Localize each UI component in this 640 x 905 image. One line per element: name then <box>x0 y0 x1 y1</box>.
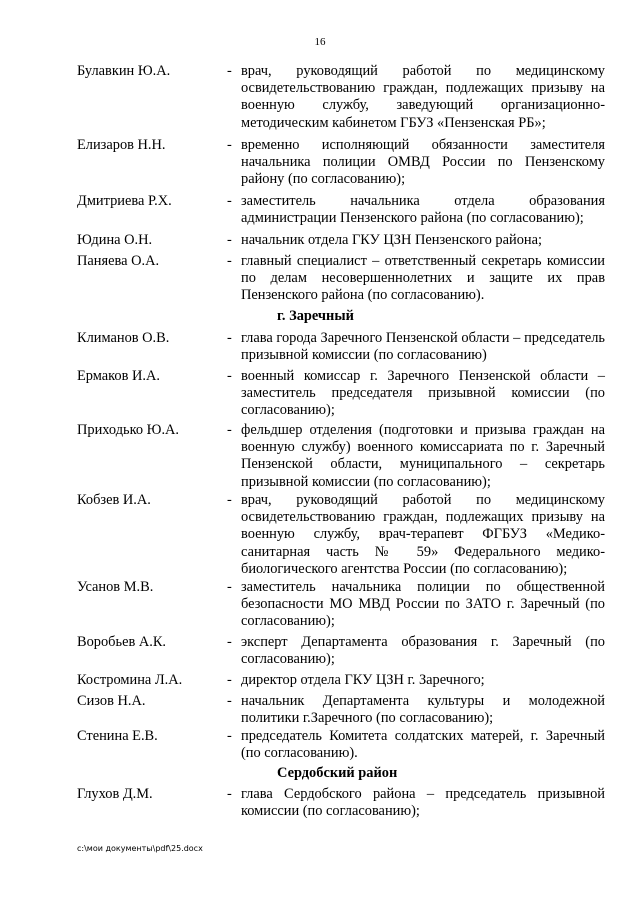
list-item <box>77 579 605 634</box>
member-name: Стенина Е.В. <box>77 728 158 744</box>
page-number: 16 <box>314 36 326 48</box>
list-item <box>77 232 597 253</box>
list-item <box>77 193 605 232</box>
dash-separator: - <box>227 422 232 438</box>
member-position: временно исполняющий обязанности заместителя начальника полиции ОМВД России по Пензенскому району (по согласованию); <box>241 137 605 188</box>
member-position: военный комиссар г. Заречного Пензенской области – заместитель председателя призывной комиссии (по согласованию); <box>241 368 605 419</box>
file-path-footer: c:\мои документы\pdf\25.docx <box>77 844 203 853</box>
member-name: Сизов Н.А. <box>77 693 146 709</box>
member-position: директор отдела ГКУ ЦЗН г. Заречного; <box>241 672 485 688</box>
list-item <box>77 368 605 422</box>
dash-separator: - <box>227 693 232 709</box>
section-heading: Сердобский район <box>277 765 398 781</box>
member-position: эксперт Департамента образования г. Заречный (по согласованию); <box>241 634 605 668</box>
list-item <box>77 693 605 728</box>
dash-separator: - <box>227 330 232 346</box>
commission-list <box>77 63 605 824</box>
list-item <box>77 137 605 193</box>
list-item <box>77 634 605 672</box>
list-item <box>77 253 605 308</box>
member-position: глава города Заречного Пензенской области – председатель призывной комиссии (по согласованию) <box>241 330 605 364</box>
member-name: Костромина Л.А. <box>77 672 183 688</box>
dash-separator: - <box>227 634 232 650</box>
member-name: Климанов О.В. <box>77 330 170 346</box>
dash-separator: - <box>227 492 232 508</box>
member-position: фельдшер отделения (подготовки и призыва граждан на военную службу) военного комиссариата по г. Заречный Пензенской области, муниципального – секретарь призывной комиссии (по согласованию); <box>241 422 605 490</box>
dash-separator: - <box>227 232 232 248</box>
list-item <box>77 728 605 765</box>
member-position: глава Сердобского района – председатель призывной комиссии (по согласованию); <box>241 786 605 820</box>
member-position: заместитель начальника отдела образования администрации Пензенского района (по согласованию); <box>241 193 605 227</box>
member-name: Воробьев А.К. <box>77 634 167 650</box>
list-item <box>77 672 597 693</box>
dash-separator: - <box>227 579 232 595</box>
list-item <box>77 422 605 492</box>
dash-separator: - <box>227 672 232 688</box>
member-name: Булавкин Ю.А. <box>77 63 171 79</box>
member-position: председатель Комитета солдатских матерей, г. Заречный (по согласованию). <box>241 728 605 762</box>
dash-separator: - <box>227 253 232 269</box>
member-name: Дмитриева Р.Х. <box>77 193 172 209</box>
member-name: Юдина О.Н. <box>77 232 153 248</box>
dash-separator: - <box>227 728 232 744</box>
member-position: врач, руководящий работой по медицинскому освидетельствованию граждан, подлежащих призыву на военную службу, врач-терапевт ФГБУЗ «Медико-санитарная часть № 59» Федерального медико-биологического агентства России (по согласованию); <box>241 492 605 577</box>
list-item <box>77 330 605 368</box>
section-heading: г. Заречный <box>277 308 354 324</box>
member-name: Кобзев И.А. <box>77 492 151 508</box>
dash-separator: - <box>227 193 232 209</box>
dash-separator: - <box>227 786 232 802</box>
member-name: Усанов М.В. <box>77 579 154 595</box>
dash-separator: - <box>227 137 232 153</box>
member-name: Глухов Д.М. <box>77 786 153 802</box>
list-item <box>77 786 605 824</box>
dash-separator: - <box>227 63 232 79</box>
member-name: Елизаров Н.Н. <box>77 137 166 153</box>
member-position: начальник отдела ГКУ ЦЗН Пензенского района; <box>241 232 542 248</box>
dash-separator: - <box>227 368 232 384</box>
list-item <box>77 492 605 579</box>
member-name: Паняева О.А. <box>77 253 160 269</box>
member-name: Приходько Ю.А. <box>77 422 180 438</box>
member-position: главный специалист – ответственный секретарь комиссии по делам несовершеннолетних и защите их прав Пензенского района (по согласованию). <box>241 253 605 304</box>
member-position: начальник Департамента культуры и молодежной политики г.Заречного (по согласованию); <box>241 693 605 727</box>
member-position: врач, руководящий работой по медицинскому освидетельствованию граждан, подлежащих призыву на военную службу, заведующий организационно-методическим кабинетом ГБУЗ «Пензенская РБ»; <box>241 63 605 131</box>
member-position: заместитель начальника полиции по общественной безопасности МО МВД России по ЗАТО г. Заречный (по согласованию); <box>241 579 605 630</box>
list-item <box>77 63 605 137</box>
member-name: Ермаков И.А. <box>77 368 160 384</box>
